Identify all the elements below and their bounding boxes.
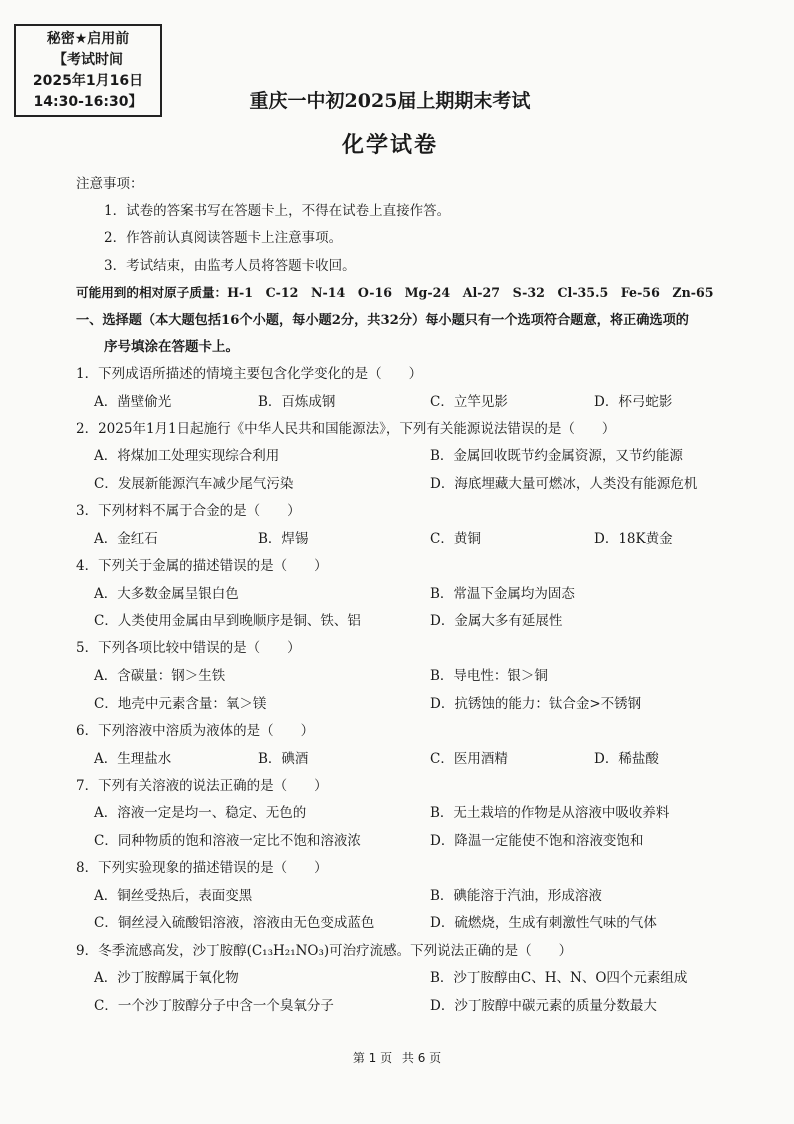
option-c: C．地壳中元素含量：氧＞镁 — [94, 696, 267, 712]
option-a: A．大多数金属呈银白色 — [94, 586, 239, 602]
option-b: B．无土栽培的作物是从溶液中吸收养料 — [430, 805, 670, 821]
confidential-stamp — [14, 24, 162, 117]
option-d: D．降温一定能使不饱和溶液变饱和 — [430, 833, 644, 849]
option-a: A．含碳量：钢＞生铁 — [94, 668, 226, 684]
option-a: A．凿壁偷光 — [94, 394, 172, 410]
option-d: D．硫燃烧，生成有刺激性气味的气体 — [430, 915, 657, 931]
option-d: D．海底埋藏大量可燃冰，人类没有能源危机 — [430, 476, 698, 492]
question-stem: 3．下列材料不属于合金的是（ ） — [76, 503, 301, 519]
option-d: D．18K黄金 — [594, 531, 673, 547]
question-stem: 1．下列成语所描述的情境主要包含化学变化的是（ ） — [76, 366, 423, 382]
question-stem: 2．2025年1月1日起施行《中华人民共和国能源法》，下列有关能源说法错误的是（ ） — [76, 421, 616, 437]
option-b: B．金属回收既节约金属资源，又节约能源 — [430, 448, 683, 464]
option-c: C．医用酒精 — [430, 751, 508, 767]
question-stem: 7．下列有关溶液的说法正确的是（ ） — [76, 778, 328, 794]
option-c: C．人类使用金属由早到晚顺序是铜、铁、铝 — [94, 613, 361, 629]
page-subtitle: 化学试卷 — [341, 132, 438, 158]
question-stem: 8．下列实验现象的描述错误的是（ ） — [76, 860, 328, 876]
option-a: A．生理盐水 — [94, 751, 172, 767]
page-footer — [0, 1049, 794, 1066]
question-stem: 4．下列关于金属的描述错误的是（ ） — [76, 558, 328, 574]
section-heading-cont: 序号填涂在答题卡上。 — [104, 339, 239, 355]
option-a: A．金红石 — [94, 531, 158, 547]
option-b: B．沙丁胺醇由C、H、N、O四个元素组成 — [430, 970, 688, 986]
option-a: A．溶液一定是均一、稳定、无色的 — [94, 805, 307, 821]
exam-time-label: 【考试时间 — [53, 52, 123, 68]
exam-date: 2025年1月16日 — [32, 73, 144, 89]
question-stem: 5．下列各项比较中错误的是（ ） — [76, 640, 301, 656]
option-c: C．铜丝浸入硫酸铝溶液，溶液由无色变成蓝色 — [94, 915, 375, 931]
option-d: D．金属大多有延展性 — [430, 613, 563, 629]
option-b: B．焊锡 — [258, 531, 309, 547]
note-item: 1．试卷的答案书写在答题卡上，不得在试卷上直接作答。 — [104, 203, 451, 219]
exam-time: 14:30-16:30】 — [33, 94, 143, 110]
page-title: 重庆一中初2025届上期期末考试 — [249, 90, 531, 112]
note-item: 2．作答前认真阅读答题卡上注意事项。 — [104, 230, 343, 246]
question-stem: 6．下列溶液中溶质为液体的是（ ） — [76, 723, 315, 739]
section-heading: 一、选择题（本大题包括16个小题，每小题2分，共32分）每小题只有一个选项符合题意，将正确选项的 — [76, 313, 689, 328]
option-a: A．将煤加工处理实现综合利用 — [94, 448, 280, 464]
option-b: B．常温下金属均为固态 — [430, 586, 575, 602]
option-d: D．沙丁胺醇中碳元素的质量分数最大 — [430, 998, 657, 1014]
question-stem: 9．冬季流感高发，沙丁胺醇(C₁₃H₂₁NO₃)可治疗流感。下列说法正确的是（ ） — [76, 943, 573, 959]
option-d: D．抗锈蚀的能力：钛合金>不锈钢 — [430, 696, 642, 712]
page-total: 共 6 页 — [401, 1051, 442, 1065]
option-b: B．导电性：银＞铜 — [430, 668, 548, 684]
option-c: C．发展新能源汽车减少尾气污染 — [94, 476, 294, 492]
option-d: D．杯弓蛇影 — [594, 394, 673, 410]
option-c: C．立竿见影 — [430, 394, 508, 410]
atomic-masses: 可能用到的相对原子质量：H-1 C-12 N-14 O-16 Mg-24 Al-27 S-32 Cl-35.5 Fe-56 Zn-65 — [76, 285, 714, 300]
confidential-label: 秘密★启用前 — [46, 31, 130, 47]
option-b: B．百炼成钢 — [258, 394, 336, 410]
option-c: C．同种物质的饱和溶液一定比不饱和溶液浓 — [94, 833, 361, 849]
note-item: 3．考试结束，由监考人员将答题卡收回。 — [104, 258, 356, 274]
notes-heading: 注意事项： — [76, 176, 144, 192]
option-c: C．黄铜 — [430, 531, 481, 547]
option-a: A．铜丝受热后，表面变黑 — [94, 888, 253, 904]
option-a: A．沙丁胺醇属于氧化物 — [94, 970, 239, 986]
option-b: B．碘能溶于汽油，形成溶液 — [430, 888, 602, 904]
page-number: 第 1 页 — [352, 1051, 393, 1065]
option-c: C．一个沙丁胺醇分子中含一个臭氧分子 — [94, 998, 334, 1014]
option-b: B．碘酒 — [258, 751, 309, 767]
option-d: D．稀盐酸 — [594, 751, 659, 767]
